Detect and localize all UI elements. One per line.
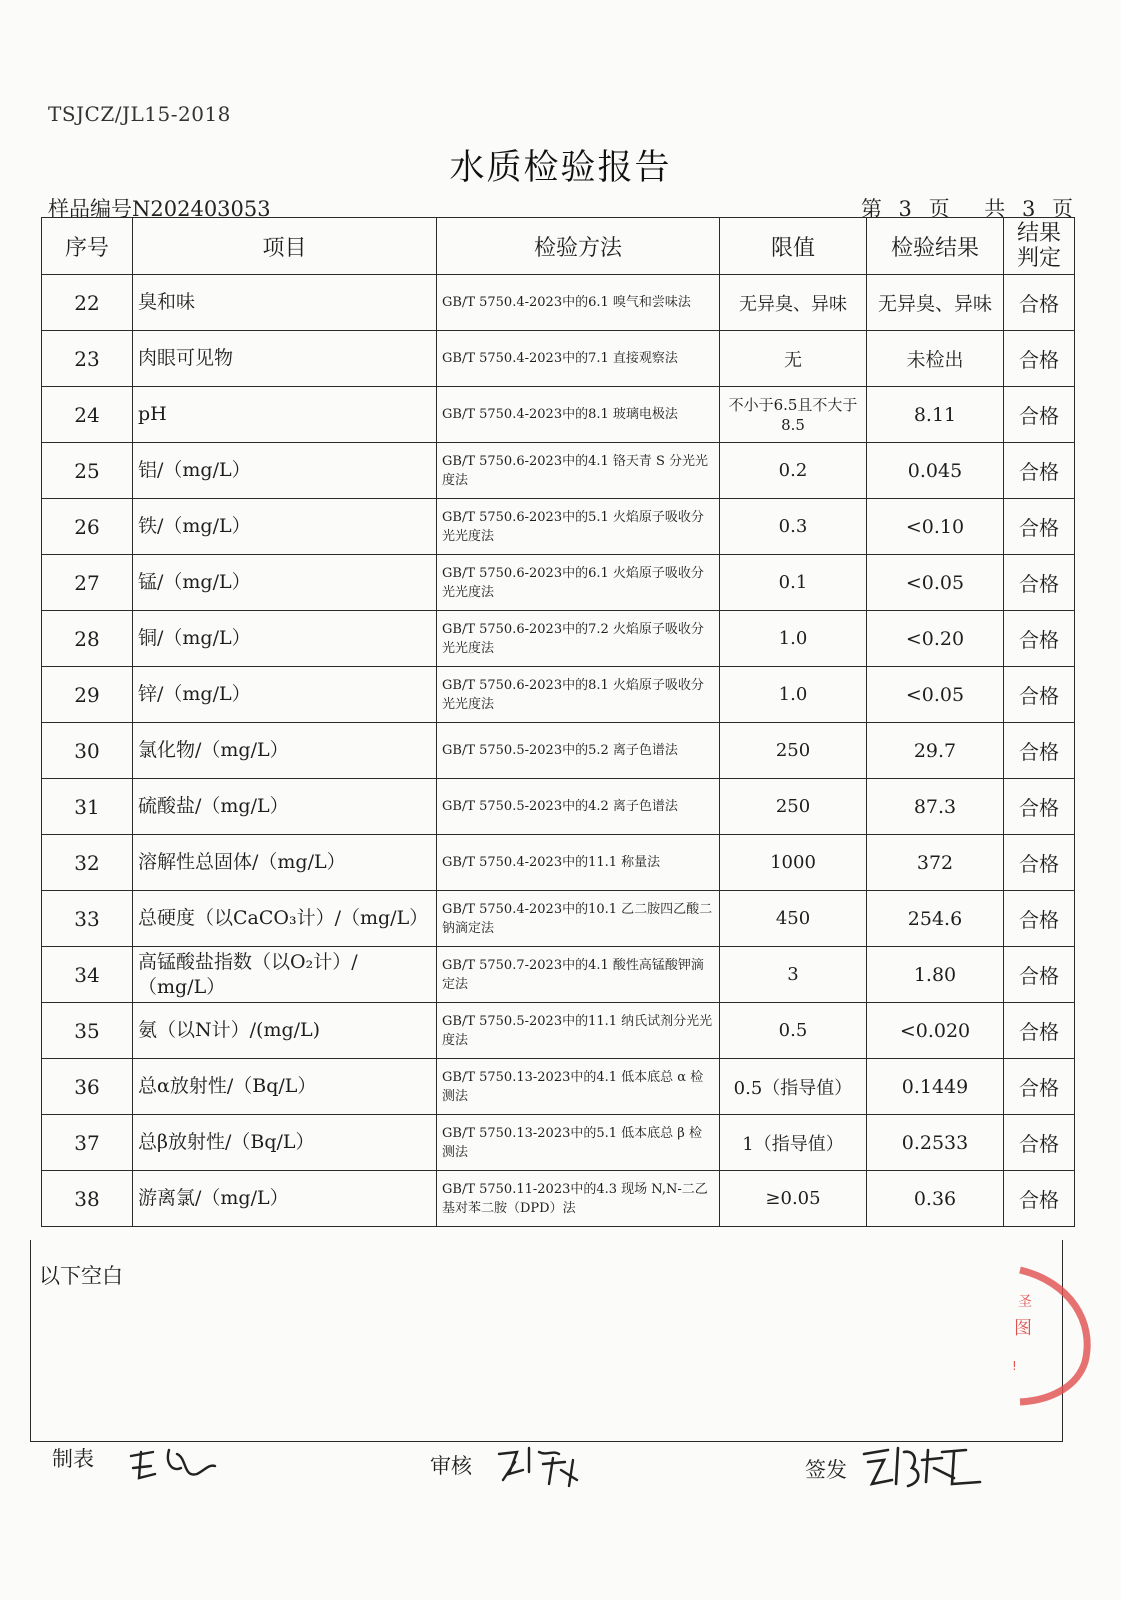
cell-no: 24 [42, 387, 133, 443]
cell-result: 87.3 [867, 779, 1004, 835]
header-no: 序号 [42, 218, 133, 275]
cell-item: 总α放射性/（Bq/L） [133, 1059, 437, 1115]
cell-method: GB/T 5750.5-2023中的5.2 离子色谱法 [437, 723, 720, 779]
table-row [42, 611, 1075, 667]
cell-limit: 1（指导值） [720, 1115, 867, 1171]
cell-judge: 合格 [1004, 275, 1075, 331]
table-row [42, 387, 1075, 443]
cell-result: 0.045 [867, 443, 1004, 499]
table-row [42, 555, 1075, 611]
table-row [42, 947, 1075, 1003]
cell-limit: 0.1 [720, 555, 867, 611]
cell-no: 28 [42, 611, 133, 667]
header-limit: 限值 [720, 218, 867, 275]
cell-result: 未检出 [867, 331, 1004, 387]
cell-limit: 无异臭、异味 [720, 275, 867, 331]
cell-result: 1.80 [867, 947, 1004, 1003]
cell-no: 29 [42, 667, 133, 723]
cell-item: 臭和味 [133, 275, 437, 331]
cell-item: 高锰酸盐指数（以O₂计）/（mg/L） [133, 947, 437, 1003]
cell-judge: 合格 [1004, 947, 1075, 1003]
cell-result: <0.05 [867, 555, 1004, 611]
cell-method: GB/T 5750.6-2023中的4.1 铬天青 S 分光光度法 [437, 443, 720, 499]
cell-no: 23 [42, 331, 133, 387]
cell-result: <0.020 [867, 1003, 1004, 1059]
cell-method: GB/T 5750.4-2023中的11.1 称量法 [437, 835, 720, 891]
cell-result: 0.1449 [867, 1059, 1004, 1115]
cell-judge: 合格 [1004, 835, 1075, 891]
cell-limit: 1.0 [720, 667, 867, 723]
cell-judge: 合格 [1004, 443, 1075, 499]
svg-text:!: ! [1012, 1359, 1017, 1373]
cell-judge: 合格 [1004, 387, 1075, 443]
cell-result: <0.20 [867, 611, 1004, 667]
cell-item: 锰/（mg/L） [133, 555, 437, 611]
cell-no: 22 [42, 275, 133, 331]
cell-limit: 250 [720, 723, 867, 779]
cell-judge: 合格 [1004, 611, 1075, 667]
document-code: TSJCZ/JL15-2018 [48, 102, 231, 126]
prepared-signature [125, 1438, 220, 1486]
cell-item: 铝/（mg/L） [133, 443, 437, 499]
cell-judge: 合格 [1004, 1003, 1075, 1059]
cell-limit: 250 [720, 779, 867, 835]
cell-result: 8.11 [867, 387, 1004, 443]
cell-item: 氯化物/（mg/L） [133, 723, 437, 779]
table-row [42, 1003, 1075, 1059]
cell-limit: 无 [720, 331, 867, 387]
report-title: 水质检验报告 [449, 148, 672, 188]
cell-no: 30 [42, 723, 133, 779]
table-row [42, 1171, 1075, 1227]
cell-judge: 合格 [1004, 555, 1075, 611]
cell-limit: 1000 [720, 835, 867, 891]
cell-method: GB/T 5750.11-2023中的4.3 现场 N,N-二乙基对苯二胺（DPD）法 [437, 1171, 720, 1227]
table-header-row [42, 218, 1075, 275]
table-row [42, 667, 1075, 723]
cell-method: GB/T 5750.4-2023中的8.1 玻璃电极法 [437, 387, 720, 443]
cell-item: 肉眼可见物 [133, 331, 437, 387]
blank-note: 以下空白 [39, 1264, 123, 1288]
cell-method: GB/T 5750.13-2023中的5.1 低本底总 β 检测法 [437, 1115, 720, 1171]
cell-no: 32 [42, 835, 133, 891]
cell-judge: 合格 [1004, 1171, 1075, 1227]
cell-method: GB/T 5750.7-2023中的4.1 酸性高锰酸钾滴定法 [437, 947, 720, 1003]
page-unit: 页 [928, 197, 950, 221]
cell-limit: 不小于6.5且不大于8.5 [720, 387, 867, 443]
sample-number: 样品编号N202403053 [48, 197, 271, 221]
cell-result: <0.05 [867, 667, 1004, 723]
cell-result: 254.6 [867, 891, 1004, 947]
table-row [42, 723, 1075, 779]
total-unit: 页 [1052, 197, 1073, 221]
total-label: 共 [984, 197, 1006, 221]
header-item: 项目 [133, 218, 437, 275]
cell-limit: 450 [720, 891, 867, 947]
inspection-table [41, 217, 1075, 1227]
cell-no: 38 [42, 1171, 133, 1227]
cell-result: <0.10 [867, 499, 1004, 555]
issued-by-label: 签发 [805, 1458, 847, 1482]
cell-item: 总硬度（以CaCO₃计）/（mg/L） [133, 891, 437, 947]
cell-judge: 合格 [1004, 667, 1075, 723]
header-method: 检验方法 [437, 218, 720, 275]
reviewed-signature [495, 1440, 590, 1490]
cell-judge: 合格 [1004, 891, 1075, 947]
table-row [42, 1115, 1075, 1171]
cell-method: GB/T 5750.6-2023中的8.1 火焰原子吸收分光光度法 [437, 667, 720, 723]
cell-no: 35 [42, 1003, 133, 1059]
header-result: 检验结果 [867, 218, 1004, 275]
cell-result: 无异臭、异味 [867, 275, 1004, 331]
cell-result: 0.2533 [867, 1115, 1004, 1171]
cell-item: 铁/（mg/L） [133, 499, 437, 555]
cell-judge: 合格 [1004, 331, 1075, 387]
table-row [42, 835, 1075, 891]
cell-method: GB/T 5750.6-2023中的6.1 火焰原子吸收分光光度法 [437, 555, 720, 611]
cell-no: 25 [42, 443, 133, 499]
cell-item: 铜/（mg/L） [133, 611, 437, 667]
table-row [42, 275, 1075, 331]
cell-method: GB/T 5750.5-2023中的11.1 纳氏试剂分光光度法 [437, 1003, 720, 1059]
cell-no: 33 [42, 891, 133, 947]
reviewed-by-label: 审核 [430, 1454, 472, 1478]
table-row [42, 891, 1075, 947]
cell-method: GB/T 5750.6-2023中的7.2 火焰原子吸收分光光度法 [437, 611, 720, 667]
cell-result: 372 [867, 835, 1004, 891]
cell-limit: 0.3 [720, 499, 867, 555]
cell-limit: 0.5（指导值） [720, 1059, 867, 1115]
cell-limit: ≥0.05 [720, 1171, 867, 1227]
cell-method: GB/T 5750.4-2023中的6.1 嗅气和尝味法 [437, 275, 720, 331]
prepared-by-label: 制表 [52, 1447, 94, 1471]
cell-method: GB/T 5750.13-2023中的4.1 低本底总 α 检测法 [437, 1059, 720, 1115]
table-row [42, 499, 1075, 555]
table-row [42, 1059, 1075, 1115]
svg-text:圣: 圣 [1018, 1294, 1032, 1310]
cell-no: 26 [42, 499, 133, 555]
cell-item: 锌/（mg/L） [133, 667, 437, 723]
cell-no: 37 [42, 1115, 133, 1171]
cell-limit: 3 [720, 947, 867, 1003]
cell-method: GB/T 5750.4-2023中的7.1 直接观察法 [437, 331, 720, 387]
cell-no: 31 [42, 779, 133, 835]
table-row [42, 779, 1075, 835]
cell-judge: 合格 [1004, 499, 1075, 555]
official-seal [1000, 1262, 1110, 1406]
cell-item: 溶解性总固体/（mg/L） [133, 835, 437, 891]
cell-limit: 1.0 [720, 611, 867, 667]
cell-judge: 合格 [1004, 1059, 1075, 1115]
cell-no: 27 [42, 555, 133, 611]
cell-item: pH [133, 387, 437, 443]
page-current: 3 [898, 197, 912, 221]
cell-item: 总β放射性/（Bq/L） [133, 1115, 437, 1171]
table-row [42, 331, 1075, 387]
issued-signature [858, 1438, 988, 1494]
svg-text:图: 图 [1014, 1318, 1032, 1339]
cell-item: 硫酸盐/（mg/L） [133, 779, 437, 835]
cell-limit: 0.5 [720, 1003, 867, 1059]
cell-limit: 0.2 [720, 443, 867, 499]
cell-method: GB/T 5750.6-2023中的5.1 火焰原子吸收分光光度法 [437, 499, 720, 555]
cell-item: 游离氯/（mg/L） [133, 1171, 437, 1227]
blank-area [30, 1240, 1063, 1442]
cell-judge: 合格 [1004, 723, 1075, 779]
cell-result: 0.36 [867, 1171, 1004, 1227]
page-total: 3 [1021, 197, 1036, 221]
page-label: 第 [860, 197, 882, 221]
cell-judge: 合格 [1004, 779, 1075, 835]
cell-result: 29.7 [867, 723, 1004, 779]
cell-judge: 合格 [1004, 1115, 1075, 1171]
cell-no: 36 [42, 1059, 133, 1115]
cell-method: GB/T 5750.5-2023中的4.2 离子色谱法 [437, 779, 720, 835]
table-row [42, 443, 1075, 499]
cell-method: GB/T 5750.4-2023中的10.1 乙二胺四乙酸二钠滴定法 [437, 891, 720, 947]
header-judge: 结果判定 [1004, 218, 1075, 275]
cell-item: 氨（以N计）/(mg/L) [133, 1003, 437, 1059]
cell-no: 34 [42, 947, 133, 1003]
